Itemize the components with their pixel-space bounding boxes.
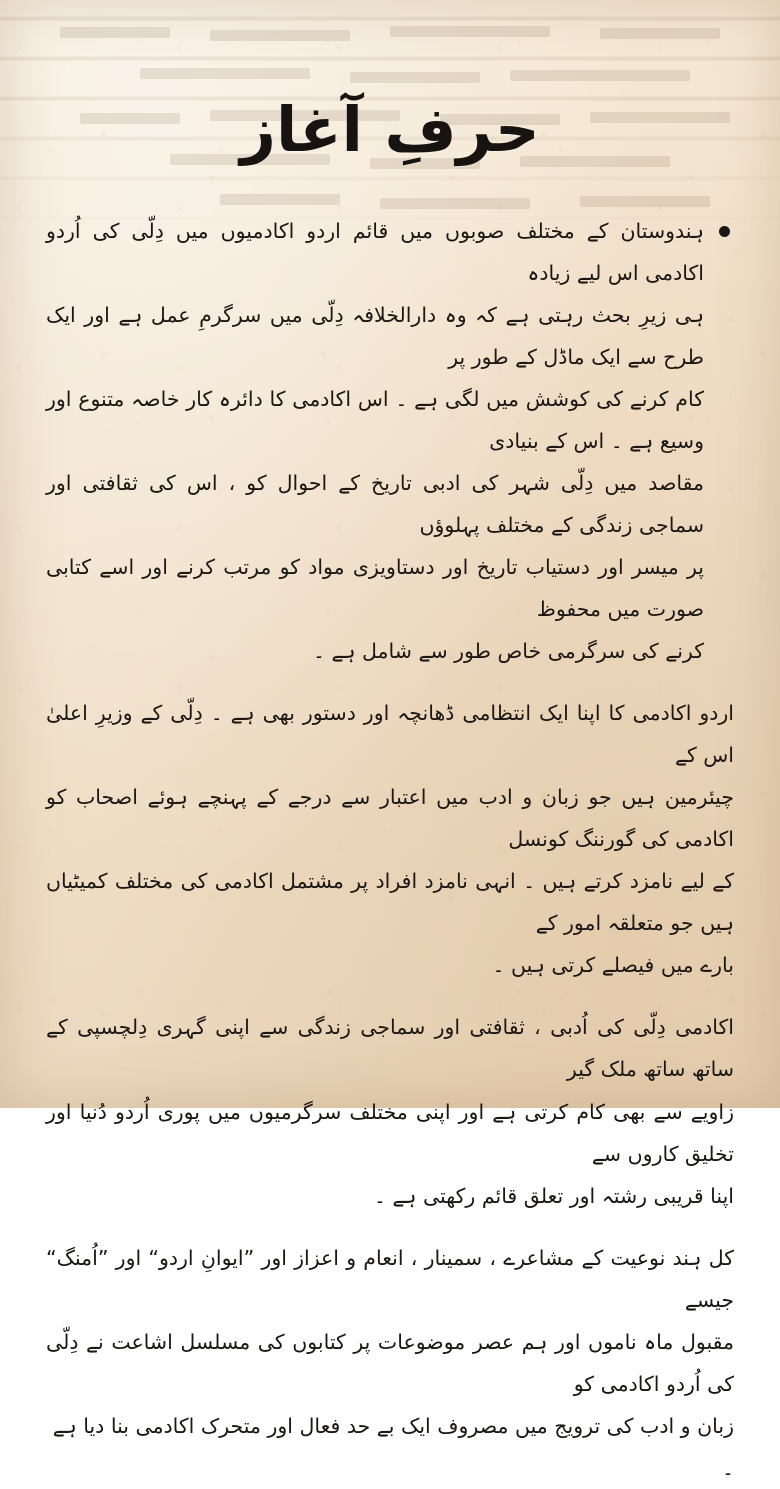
text-line: کے لیے نامزد کرتے ہیں ۔ انہی نامزد افراد پر مشتمل اکادمی کی مختلف کمیٹیاں ہیں جو متعلقہ امور کے — [46, 869, 734, 936]
bullet-point-icon — [719, 226, 730, 237]
text-line: کام کرنے کی کوشش میں لگی ہے ۔ اس اکادمی کا دائرہ کار خاصہ متنوع اور وسیع ہے ۔ اس کے بنیادی — [46, 387, 704, 454]
text-line: کرنے کی سرگرمی خاص طور سے شامل ہے ۔ — [312, 639, 704, 664]
text-line: بارے میں فیصلے کرتی ہیں ۔ — [492, 953, 734, 978]
body-text — [46, 210, 734, 1488]
text-line: مقاصد میں دِلّی شہر کی ادبی تاریخ کے احوال کو ، اس کی ثقافتی اور سماجی زندگی کے مختلف پہلوؤں — [46, 471, 704, 538]
text-line: اردو اکادمی کا اپنا ایک انتظامی ڈھانچہ اور دستور بھی ہے ۔ دِلّی کے وزیرِ اعلیٰ اس کے — [46, 701, 734, 768]
text-line: اپنا قریبی رشتہ اور تعلق قائم رکھتی ہے ۔ — [373, 1183, 734, 1208]
paragraph-3 — [46, 1006, 734, 1216]
text-line: اکادمی دِلّی کی اُدبی ، ثقافتی اور سماجی زندگی سے اپنی گہری دِلچسپی کے ساتھ ساتھ ملک گیر — [46, 1015, 734, 1082]
paragraph-2 — [46, 692, 734, 986]
text-line: زاویے سے بھی کام کرتی ہے اور اپنی مختلف سرگرمیوں میں پوری اُردو دُنیا اور تخلیق کاروں سے — [46, 1099, 734, 1166]
text-line: کل ہند نوعیت کے مشاعرے ، سمینار ، انعام و اعزاز اور ”ایوانِ اردو“ اور ”اُمنگ“ جیسے — [46, 1245, 734, 1312]
text-line: پر میسر اور دستیاب تاریخ اور دستاویزی مواد کو مرتب کرنے اور اسے کتابی صورت میں محفوظ — [46, 555, 704, 622]
paragraph-1 — [46, 210, 734, 672]
text-line: زبان و ادب کی ترویج میں مصروف ایک بے حد فعال اور متحرک اکادمی بنا دیا ہے ۔ — [52, 1413, 734, 1480]
text-line: ہی زیرِ بحث رہتی ہے کہ وہ دارالخلافہ دِلّی میں سرگرمِ عمل ہے اور ایک طرح سے ایک ماڈل کے طور پر — [46, 303, 704, 370]
paragraph-4 — [46, 1237, 734, 1489]
text-line: ہندوستان کے مختلف صوبوں میں قائم اردو اکادمیوں میں دِلّی کی اُردو اکادمی اس لیے زیادہ — [46, 219, 704, 286]
text-line: مقبول ماہ ناموں اور ہم عصر موضوعات پر کتابوں کی مسلسل اشاعت نے دِلّی کی اُردو اکادمی کو — [46, 1329, 734, 1396]
page-title: حرفِ آغاز — [240, 93, 540, 166]
text-line: چیئرمین ہیں جو زبان و ادب میں اعتبار سے درجے کے پہنچے ہوئے اصحاب کو اکادمی کی گورننگ کونسل — [46, 785, 734, 852]
